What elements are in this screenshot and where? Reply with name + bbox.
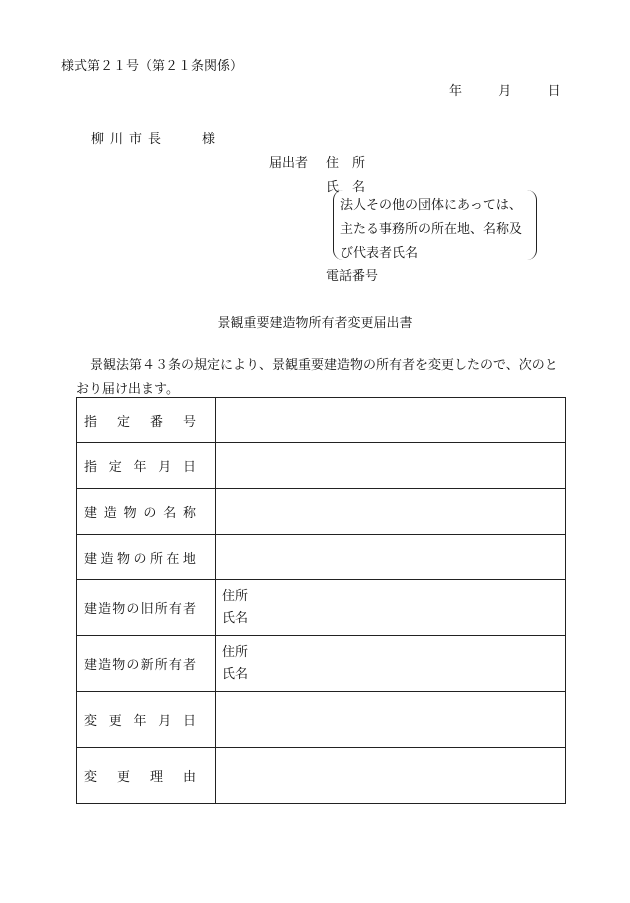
table-row <box>77 636 566 692</box>
document-title: 景観重要建造物所有者変更届出書 <box>217 316 413 331</box>
row-label-designation-number <box>77 398 216 443</box>
new-owner-address-label: 住所 <box>222 644 249 660</box>
label-char: 造 <box>98 602 112 617</box>
label-char: の <box>126 602 140 617</box>
label-char: 名 <box>163 506 177 521</box>
notification-table <box>76 397 566 804</box>
table-row <box>77 443 566 489</box>
change-reason-field[interactable] <box>216 748 566 804</box>
label-char: 指 <box>84 414 98 430</box>
label-char: 有 <box>168 658 182 673</box>
row-label-change-date <box>77 692 216 748</box>
label-char: 所 <box>149 551 163 567</box>
note-line: び代表者氏名 <box>340 246 419 261</box>
label-chars <box>84 654 196 673</box>
note-line: 法人その他の団体にあっては、 <box>340 198 522 213</box>
row-label-building-location <box>77 535 216 580</box>
label-char: 所 <box>154 658 168 673</box>
label-char: 者 <box>182 602 196 617</box>
row-label-former-owner <box>77 580 216 636</box>
label-chars <box>84 766 196 785</box>
label-char: の <box>126 658 140 673</box>
former-owner-name-label: 氏名 <box>222 610 249 626</box>
label-char: 造 <box>100 551 114 567</box>
row-label-designation-date <box>77 443 216 489</box>
table-row <box>77 535 566 580</box>
former-owner-field[interactable] <box>216 580 566 636</box>
label-chars <box>84 710 196 729</box>
label-char: 日 <box>182 714 196 729</box>
label-char: 地 <box>182 551 196 567</box>
table-row <box>77 748 566 804</box>
designation-number-field[interactable] <box>216 398 566 443</box>
label-char: 所 <box>154 602 168 617</box>
new-owner-name-label: 氏名 <box>222 666 249 682</box>
phone-label: 電話番号 <box>326 269 379 284</box>
former-owner-address-label: 住所 <box>222 588 249 604</box>
designation-date-field[interactable] <box>216 443 566 489</box>
notifier-label: 届出者 <box>269 156 309 171</box>
building-location-field[interactable] <box>216 535 566 580</box>
label-chars <box>84 411 196 430</box>
label-char: 建 <box>84 658 98 673</box>
label-char: 更 <box>116 770 130 785</box>
note-line: 主たる事務所の所在地、名称及 <box>340 222 523 237</box>
table-row <box>77 692 566 748</box>
label-char: 指 <box>84 460 98 475</box>
label-char: 称 <box>182 506 196 521</box>
label-char: 造 <box>103 506 117 521</box>
label-char: 号 <box>182 414 196 430</box>
label-char: 年 <box>133 714 147 729</box>
label-char: 造 <box>98 658 112 673</box>
label-char: の <box>133 551 147 567</box>
date-month: 月 <box>498 84 512 99</box>
label-char: 物 <box>112 602 126 617</box>
label-char: の <box>143 506 157 521</box>
label-char: 定 <box>116 414 130 430</box>
date-day: 日 <box>547 84 561 99</box>
row-label-building-name <box>77 489 216 535</box>
label-char: 有 <box>168 602 182 617</box>
label-char: 月 <box>158 460 172 475</box>
label-char: 変 <box>84 714 98 729</box>
label-char: 建 <box>84 551 98 567</box>
change-date-field[interactable] <box>216 692 566 748</box>
date-line <box>449 80 561 99</box>
label-char: 物 <box>123 506 137 521</box>
label-char: 者 <box>182 658 196 673</box>
intro-text: 景観法第４３条の規定により、景観重要建造物の所有者を変更したので、次のとおり届け出ます。 <box>76 358 558 397</box>
building-name-field[interactable] <box>216 489 566 535</box>
label-char: 変 <box>84 770 98 785</box>
label-char: 月 <box>158 714 172 729</box>
label-char: 由 <box>182 770 196 785</box>
label-chars <box>84 456 196 475</box>
label-char: 旧 <box>140 602 154 617</box>
label-char: 定 <box>108 460 122 475</box>
corporation-note <box>333 190 537 260</box>
label-char: 番 <box>149 414 163 430</box>
addressee-honorific: 様 <box>202 132 216 147</box>
label-char: 年 <box>133 460 147 475</box>
notifier-name-label: 氏 名 <box>326 180 366 195</box>
row-label-change-reason <box>77 748 216 804</box>
label-char: 更 <box>108 714 122 729</box>
label-chars <box>84 548 196 567</box>
label-char: 新 <box>140 658 154 673</box>
table-row <box>77 398 566 443</box>
new-owner-field[interactable] <box>216 636 566 692</box>
label-char: 建 <box>84 506 98 521</box>
notifier-address-label: 住 所 <box>326 156 366 171</box>
label-char: 物 <box>116 551 130 567</box>
label-char: 建 <box>84 602 98 617</box>
label-char: 日 <box>182 460 196 475</box>
table-row <box>77 580 566 636</box>
row-label-new-owner <box>77 636 216 692</box>
addressee-name: 柳川市長 <box>91 132 168 147</box>
label-chars <box>84 598 196 617</box>
label-char: 在 <box>166 551 180 567</box>
label-char: 物 <box>112 658 126 673</box>
form-number: 様式第２１号（第２１条関係） <box>61 59 244 74</box>
label-char: 理 <box>149 770 163 785</box>
table-row <box>77 489 566 535</box>
label-chars <box>84 502 196 521</box>
date-year: 年 <box>449 84 463 99</box>
